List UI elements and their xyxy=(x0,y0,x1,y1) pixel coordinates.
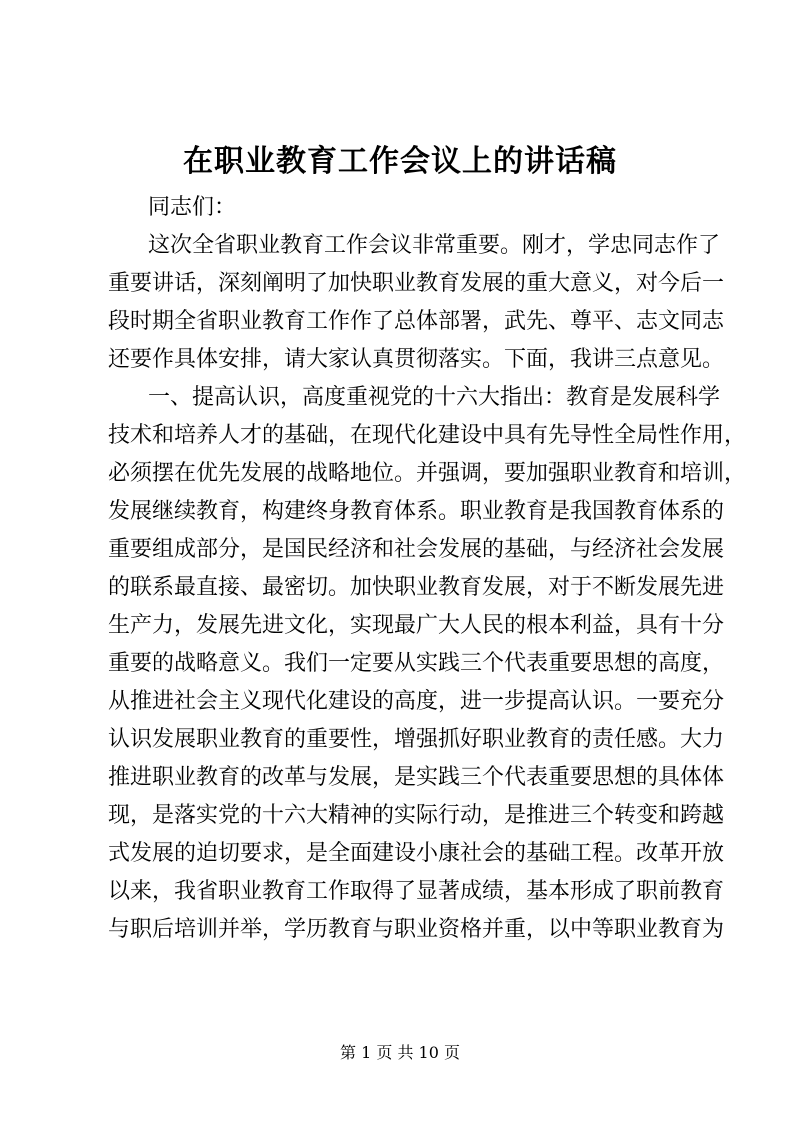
salutation-line: 同志们： xyxy=(148,195,237,220)
paragraph-line: 必须摆在优先发展的战略地位。并强调，要加强职业教育和培训， xyxy=(108,461,747,486)
paragraph-line: 段时期全省职业教育工作作了总体部署，武先、尊平、志文同志 xyxy=(108,309,725,334)
paragraph-line: 现，是落实党的十六大精神的实际行动，是推进三个转变和跨越 xyxy=(108,803,725,828)
paragraph-line: 的联系最直接、最密切。加快职业教育发展，对于不断发展先进 xyxy=(108,575,725,600)
paragraph-line: 重要组成部分，是国民经济和社会发展的基础，与经济社会发展 xyxy=(108,537,725,562)
paragraph-line: 技术和培养人才的基础，在现代化建设中具有先导性全局性作用， xyxy=(108,423,747,448)
paragraph-line: 与职后培训并举，学历教育与职业资格并重，以中等职业教育为 xyxy=(108,917,725,942)
document-title: 在职业教育工作会议上的讲话稿 xyxy=(183,144,617,179)
paragraph-line: 推进职业教育的改革与发展，是实践三个代表重要思想的具体体 xyxy=(108,765,725,790)
paragraph-line: 重要的战略意义。我们一定要从实践三个代表重要思想的高度， xyxy=(108,651,725,676)
document-body xyxy=(108,189,747,949)
paragraph-line: 认识发展职业教育的重要性，增强抓好职业教育的责任感。大力 xyxy=(108,727,725,752)
paragraph-line: 以来，我省职业教育工作取得了显著成绩，基本形成了职前教育 xyxy=(108,879,725,904)
paragraph-line: 一、提高认识，高度重视党的十六大指出：教育是发展科学 xyxy=(148,385,721,410)
paragraph-line: 重要讲话，深刻阐明了加快职业教育发展的重大意义，对今后一 xyxy=(108,271,725,296)
page-number-footer: 第 1 页 共 10 页 xyxy=(340,1043,460,1062)
paragraph-line: 发展继续教育，构建终身教育体系。职业教育是我国教育体系的 xyxy=(108,499,725,524)
paragraph-line: 生产力，发展先进文化，实现最广大人民的根本利益，具有十分 xyxy=(108,613,725,638)
paragraph-line: 从推进社会主义现代化建设的高度，进一步提高认识。一要充分 xyxy=(108,689,725,714)
paragraph-line: 这次全省职业教育工作会议非常重要。刚才，学忠同志作了 xyxy=(148,233,721,258)
paragraph-line: 式发展的迫切要求，是全面建设小康社会的基础工程。改革开放 xyxy=(108,841,725,866)
paragraph-line: 还要作具体安排，请大家认真贯彻落实。下面，我讲三点意见。 xyxy=(108,347,725,372)
